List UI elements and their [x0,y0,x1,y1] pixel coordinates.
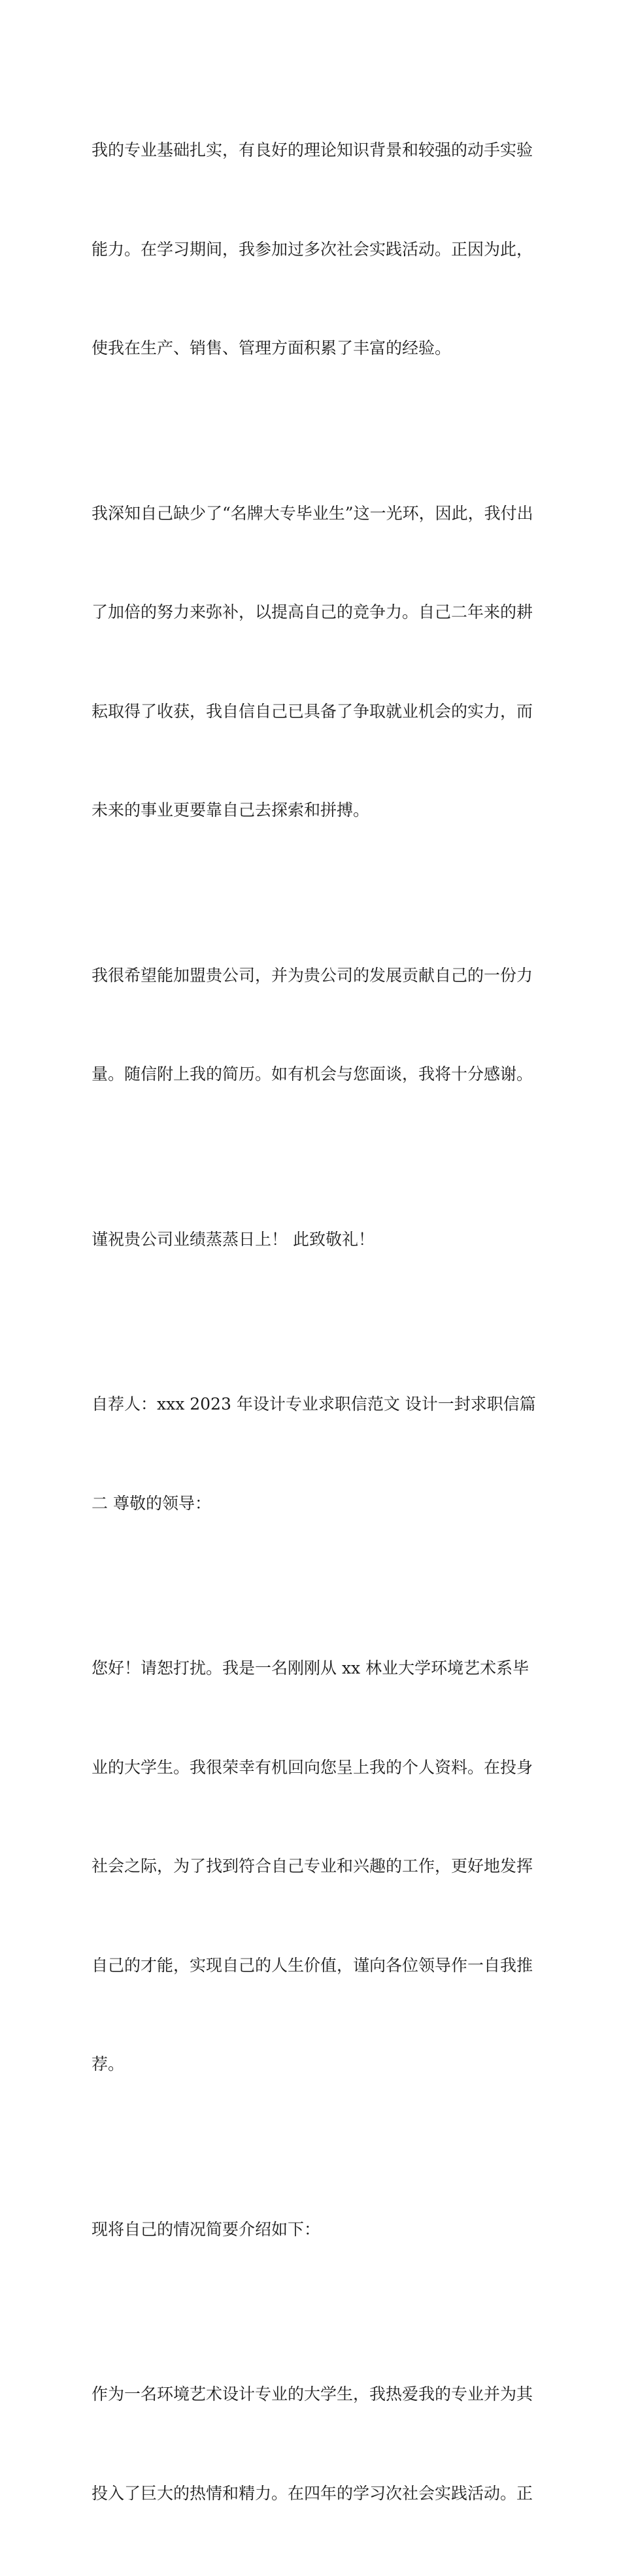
text-line: 自荐人：xxx 2023 年设计专业求职信范文 设计一封求职信篇 [92,1395,536,1413]
text-line: 二 尊敬的领导： [92,1493,211,1513]
text-line: 我的专业基础扎实，有良好的理论知识背景和较强的动手实验 [92,140,533,159]
text-line: 量。随信附上我的简历。如有机会与您面谈，我将十分感谢。 [92,1065,533,1083]
text-line: 我深知自己缺少了“名牌大专毕业生”这一光环，因此，我付出 [92,503,533,523]
paragraph-1 [92,68,536,431]
text-line: 能力。在学习期间，我参加过多次社会实践活动。正因为此， [92,239,533,259]
paragraph-signature-heading [92,1322,536,1586]
paragraph-6 [92,2312,536,2576]
text-line: 作为一名环境艺术设计专业的大学生，我热爱我的专业并为其 [92,2385,533,2403]
paragraph-4 [92,1586,536,2147]
text-line: 我很希望能加盟贵公司，并为贵公司的发展贡献自己的一份力 [92,965,533,985]
paragraph-2 [92,431,536,893]
text-line: 投入了巨大的热情和精力。在四年的学习次社会实践活动。正 [92,2483,533,2503]
text-line: 了加倍的努力来弥补，以提高自己的竞争力。自己二年来的耕 [92,603,533,621]
text-line: 现将自己的情况简要介绍如下： [92,2219,321,2239]
document-body [92,68,536,2576]
text-line: 谨祝贵公司业绩蒸蒸日上！ 此致敬礼！ [92,1229,375,1249]
text-line: 业的大学生。我很荣幸有机回向您呈上我的个人资料。在投身 [92,1757,533,1777]
text-line: 您好！请恕打扰。我是一名刚刚从 xx 林业大学环境艺术系毕 [92,1659,529,1677]
text-line: 未来的事业更要靠自己去探索和拼搏。 [92,801,370,819]
text-line: 耘取得了收获，我自信自己已具备了争取就业机会的实力，而 [92,701,533,721]
paragraph-closing [92,1157,536,1323]
text-line: 社会之际，为了找到符合自己专业和兴趣的工作，更好地发挥 [92,1857,533,1875]
text-line: 自己的才能，实现自己的人生价值，谨向各位领导作一自我推 [92,1955,533,1975]
text-line: 荐。 [92,2055,125,2073]
paragraph-5 [92,2147,536,2313]
text-line: 使我在生产、销售、管理方面积累了丰富的经验。 [92,339,452,357]
paragraph-3 [92,893,536,1157]
